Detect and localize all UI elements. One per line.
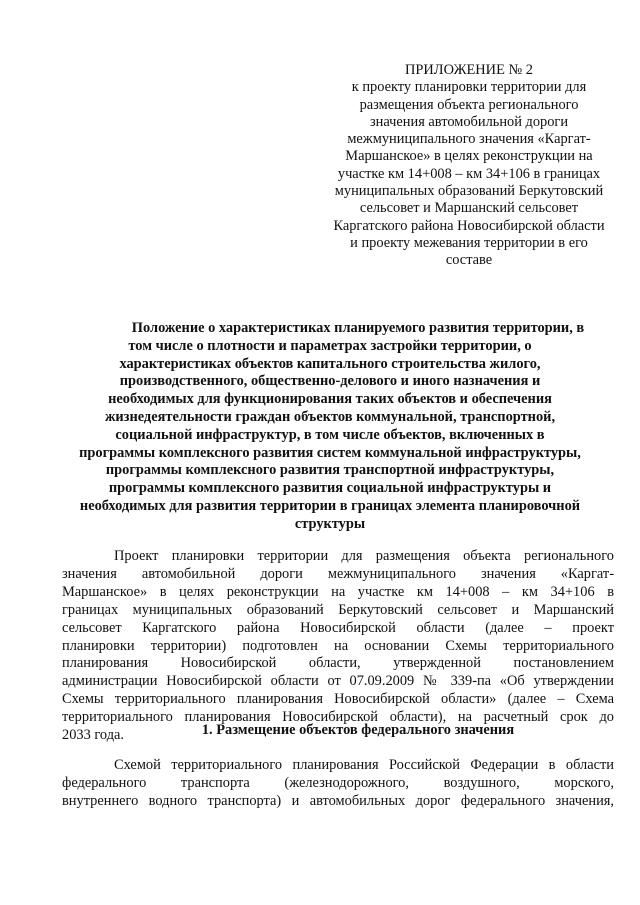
heading-line: характеристиках объектов капитального строительства жилого,	[119, 355, 541, 372]
annex-line: муниципальных образований Беркутовский	[334, 183, 604, 200]
paragraph-line: планировки территории) подготовлен на основании Схемы территориального	[62, 637, 614, 654]
paragraph-line: территориального планирования Новосибирской области), на расчетный срок до	[62, 709, 614, 726]
heading-line: жизнедеятельности граждан объектов коммунальной, транспортной,	[104, 408, 556, 425]
annex-line: межмуниципального значения «Каргат-	[347, 131, 591, 148]
heading-line: производственного, общественно-делового и иного назначения и	[119, 373, 541, 390]
paragraph-line: сельсовет Каргатского района Новосибирской области (далее – проект	[62, 619, 614, 636]
annex-line: значения автомобильной дороги	[369, 113, 569, 130]
paragraph-line: 2033 года.	[62, 727, 125, 744]
heading-line: необходимых для развития территории в границах элемента планировочной	[79, 497, 581, 514]
annex-line: размещения объекта регионального	[359, 96, 579, 113]
annex-line: составе	[445, 252, 493, 269]
annex-line: и проекту межевания территории в его	[350, 234, 588, 251]
annex-line: участке км 14+008 – км 34+106 в границах	[337, 165, 601, 182]
annex-line: Маршанское» в целях реконструкции на	[345, 148, 593, 165]
paragraph-line: Схемы территориального планирования Новосибирской области» (далее – Схема	[62, 691, 614, 708]
heading-line: социальной инфраструктур, в том числе объектов, включенных в	[115, 426, 545, 443]
annex-line: к проекту планировки территории для	[351, 79, 587, 96]
paragraph-line: администрации Новосибирской области от 07.09.2009 № 339-па «Об утверждении	[62, 673, 614, 690]
paragraph-line: федерального транспорта (железнодорожного, воздушного, морского,	[62, 774, 614, 791]
annex-header	[310, 62, 628, 270]
paragraph-line: внутреннего водного транспорта) и автомобильных дорог федерального значения,	[62, 792, 614, 809]
paragraph-line: границах муниципальных образований Беркутовский сельсовет и Маршанский	[62, 601, 614, 618]
heading-line: структуры	[294, 515, 366, 532]
heading-line: Положение о характеристиках планируемого развития территории, в	[131, 320, 585, 336]
paragraph-line: Проект планировки территории для размещения объекта регионального	[114, 548, 614, 564]
paragraph-line: планирования Новосибирской области, утвержденной постановлением	[62, 655, 614, 672]
document-heading	[62, 320, 598, 534]
paragraph-intro	[62, 548, 614, 745]
heading-line: необходимых для функционирования таких объектов и обеспечения	[108, 391, 552, 408]
paragraph-line: Маршанское» в целях реконструкции на участке км 14+008 – км 34+106 в	[62, 583, 614, 600]
heading-line: программы комплексного развития транспортной инфраструктуры,	[105, 462, 555, 479]
heading-line: программы комплексного развития систем коммунальной инфраструктуры,	[79, 444, 581, 461]
section-title: 1. Размещение объектов федерального значения	[201, 722, 515, 738]
heading-line: том числе о плотности и параметрах застройки территории, о	[128, 337, 532, 354]
paragraph-federal	[62, 757, 614, 811]
annex-line: Каргатского района Новосибирской области	[333, 217, 605, 234]
heading-line: программы комплексного развития социальной инфраструктуры и	[108, 480, 552, 497]
annex-line: сельсовет и Маршанский сельсовет	[359, 200, 579, 217]
paragraph-line: Схемой территориального планирования Российской Федерации в области	[114, 757, 614, 773]
annex-title: ПРИЛОЖЕНИЕ № 2	[405, 62, 533, 78]
paragraph-line: значения автомобильной дороги межмуниципального значения «Каргат-	[62, 565, 614, 582]
